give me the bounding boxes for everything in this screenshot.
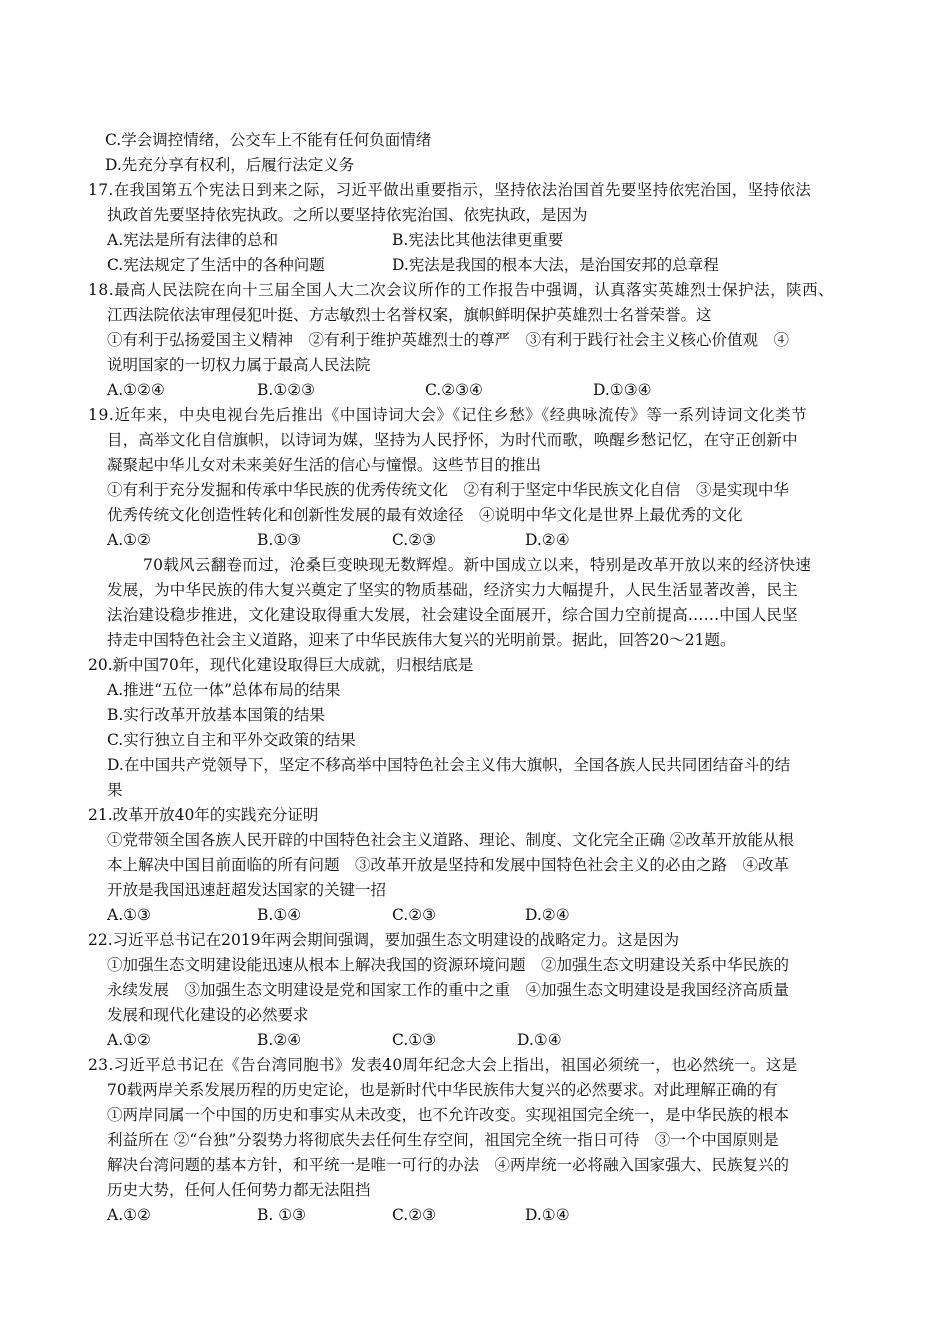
option-d: D.①④ xyxy=(525,1206,570,1224)
q20-option-a: A.推进“五位一体”总体布局的结果 xyxy=(107,681,341,699)
q23-options xyxy=(107,1205,887,1225)
q23-stem: 23.习近平总书记在《告台湾同胞书》发表40周年纪念大会上指出，祖国必须统一，也必然统一。这是 xyxy=(88,1056,798,1074)
option-c: C.宪法规定了生活中的各种问题 xyxy=(107,256,325,274)
option-c: C.②③④ xyxy=(425,381,483,399)
option-d: D.②④ xyxy=(525,531,570,549)
option-a: A.①③ xyxy=(107,906,151,924)
option-a: A.①② xyxy=(107,531,151,549)
q22-options xyxy=(107,1030,887,1050)
q21-choices-cont2: 开放是我国迅速赶超发达国家的关键一招 xyxy=(107,881,387,899)
q22-choices: ①加强生态文明建设能迅速从根本上解决我国的资源环境问题 ②加强生态文明建设关系中华民族的 xyxy=(107,956,790,974)
q17-options-row2 xyxy=(107,255,887,275)
option-b: B.宪法比其他法律更重要 xyxy=(392,231,564,249)
q18-choices: ①有利于弘扬爱国主义精神 ②有利于维护英雄烈士的尊严 ③有利于践行社会主义核心价值观 ④ xyxy=(107,331,790,349)
option-d: D.①④ xyxy=(517,1031,562,1049)
option-d: D.宪法是我国的根本大法，是治国安邦的总章程 xyxy=(392,256,719,274)
q23-choices-cont3: 历史大势，任何人任何势力都无法阻挡 xyxy=(107,1181,371,1199)
q20-option-c: C.实行独立自主和平外交政策的结果 xyxy=(107,731,356,749)
option-c: C.②③ xyxy=(392,1206,437,1224)
option-b: B.①②③ xyxy=(257,381,316,399)
passage-line-1: 70载风云翻卷而过，沧桑巨变映现无数辉煌。新中国成立以来，特别是改革开放以来的经济快速 xyxy=(143,556,812,574)
q20-option-d: D.在中国共产党领导下，坚定不移高举中国特色社会主义伟大旗帜，全国各族人民共同团结奋斗的结 xyxy=(107,756,791,774)
q21-stem: 21.改革开放40年的实践充分证明 xyxy=(88,806,319,824)
q19-choices-cont: 优秀传统文化创造性转化和创新性发展的最有效途径 ④说明中华文化是世界上最优秀的文化 xyxy=(107,506,743,524)
q17-stem-cont: 执政首先要坚持依宪执政。之所以要坚持依宪治国、依宪执政，是因为 xyxy=(107,206,588,224)
option-c: C.②③ xyxy=(392,906,437,924)
option-b: B. ①③ xyxy=(257,1206,307,1224)
q19-options xyxy=(107,530,887,550)
option-b: B.①④ xyxy=(257,906,302,924)
q17-stem: 17.在我国第五个宪法日到来之际，习近平做出重要指示，坚持依法治国首先要坚持依宪治国，坚持依法 xyxy=(88,181,812,199)
q21-choices: ①党带领全国各族人民开辟的中国特色社会主义道路、理论、制度、文化完全正确 ②改革开放能从根 xyxy=(107,831,794,849)
q21-choices-cont1: 本上解决中国目前面临的所有问题 ③改革开放是坚持和发展中国特色社会主义的必由之路 ④改革 xyxy=(107,856,790,874)
option-d: D.①③④ xyxy=(593,381,652,399)
option-a: A.宪法是所有法律的总和 xyxy=(107,231,279,249)
passage-line-4: 持走中国特色社会主义道路，迎来了中华民族伟大复兴的光明前景。据此，回答20～21题。 xyxy=(107,631,736,649)
option-a: A.①② xyxy=(107,1031,151,1049)
q18-options xyxy=(107,380,887,400)
option-c: C.①③ xyxy=(392,1031,437,1049)
q23-choices: ①两岸同属一个中国的历史和事实从未改变，也不允许改变。实现祖国完全统一，是中华民族的根本 xyxy=(107,1106,790,1124)
q22-choices-cont1: 永续发展 ③加强生态文明建设是党和国家工作的重中之重 ④加强生态文明建设是我国经济高质量 xyxy=(107,981,790,999)
q20-option-b: B.实行改革开放基本国策的结果 xyxy=(107,706,325,724)
q19-stem-cont2: 凝聚起中华儿女对未来美好生活的信心与憧憬。这些节目的推出 xyxy=(107,456,542,474)
option-a: A.①② xyxy=(107,1206,151,1224)
q20-stem: 20.新中国70年，现代化建设取得巨大成就，归根结底是 xyxy=(88,656,474,674)
q17-options-row1 xyxy=(107,230,887,250)
option-a: A.①②④ xyxy=(107,381,165,399)
q23-choices-cont1: 利益所在 ②“台独”分裂势力将彻底失去任何生存空间，祖国完全统一指日可待 ③一个中国原则是 xyxy=(107,1131,779,1149)
q23-stem-cont: 70载两岸关系发展历程的历史定论，也是新时代中华民族伟大复兴的必然要求。对此理解正确的有 xyxy=(107,1081,778,1099)
q16-option-d: D.先充分享有权利，后履行法定义务 xyxy=(105,156,355,174)
q16-option-c: C.学会调控情绪，公交车上不能有任何负面情绪 xyxy=(105,131,432,149)
q18-stem: 18.最高人民法院在向十三届全国人大二次会议所作的工作报告中强调，认真落实英雄烈士保护法，陕西、 xyxy=(88,281,835,299)
option-b: B.②④ xyxy=(257,1031,302,1049)
q18-stem-cont: 江西法院依法审理侵犯叶挺、方志敏烈士名誉权案，旗帜鲜明保护英雄烈士名誉荣誉。这 xyxy=(107,306,712,324)
q19-stem-cont1: 目，高举文化自信旗帜，以诗词为媒，坚持为人民抒怀，为时代而歌，唤醒乡愁记忆，在守正创新中 xyxy=(107,431,798,449)
q20-option-d-cont: 果 xyxy=(107,781,123,799)
option-c: C.②③ xyxy=(392,531,437,549)
option-d: D.②④ xyxy=(525,906,570,924)
passage-line-3: 法治建设稳步推进，文化建设取得重大发展，社会建设全面展开，综合国力空前提高……中国人民坚 xyxy=(107,606,798,624)
q18-choices-cont: 说明国家的一切权力属于最高人民法院 xyxy=(107,356,371,374)
q22-choices-cont2: 发展和现代化建设的必然要求 xyxy=(107,1006,309,1024)
q19-stem: 19.近年来，中央电视台先后推出《中国诗词大会》《记住乡愁》《经典咏流传》等一系列诗词文化类节 xyxy=(88,406,808,424)
q21-options xyxy=(107,905,887,925)
option-b: B.①③ xyxy=(257,531,302,549)
q23-choices-cont2: 解决台湾问题的基本方针，和平统一是唯一可行的办法 ④两岸统一必将融入国家强大、民族复兴的 xyxy=(107,1156,790,1174)
q19-choices: ①有利于充分发掘和传承中华民族的优秀传统文化 ②有利于坚定中华民族文化自信 ③是实现中华 xyxy=(107,481,790,499)
q22-stem: 22.习近平总书记在2019年两会期间强调，要加强生态文明建设的战略定力。这是因为 xyxy=(88,931,680,949)
passage-line-2: 发展，为中华民族的伟大复兴奠定了坚实的物质基础，经济实力大幅提升，人民生活显著改善，民主 xyxy=(107,581,798,599)
